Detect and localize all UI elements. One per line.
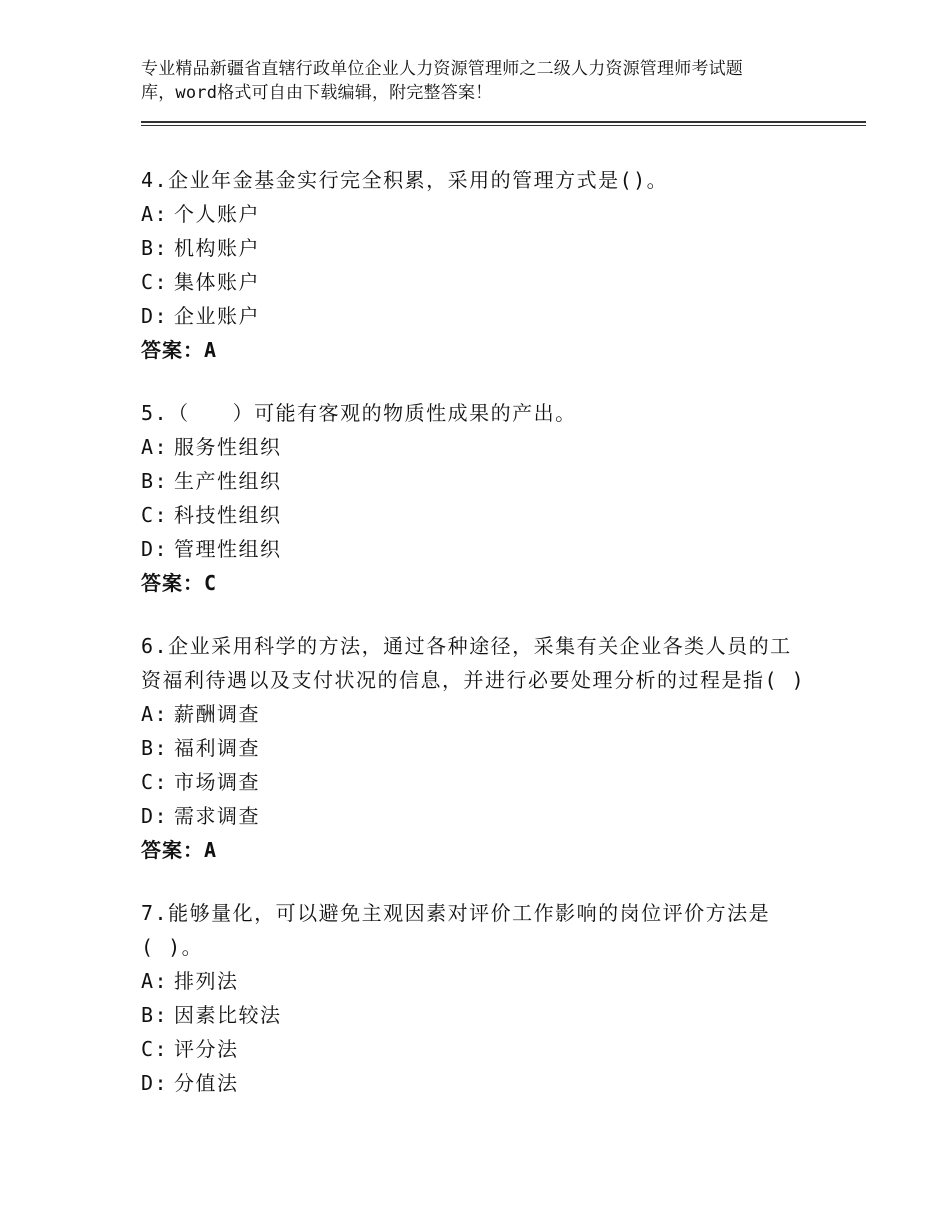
option-letter: A:: [141, 202, 169, 226]
question-stem: [141, 163, 841, 197]
option-letter: D:: [141, 1071, 169, 1095]
option-letter: B:: [141, 236, 169, 260]
option-text: 集体账户: [174, 270, 260, 294]
option-d: [141, 532, 841, 566]
question-block: [141, 163, 841, 367]
option-a: [141, 697, 841, 731]
option-b: [141, 231, 841, 265]
header-line-1: 专业精品新疆省直辖行政单位企业人力资源管理师之二级人力资源管理师考试题: [141, 59, 743, 79]
question-stem-line: 6.企业采用科学的方法，通过各种途径，采集有关企业各类人员的工: [141, 634, 792, 658]
option-letter: B:: [141, 736, 169, 760]
option-letter: C:: [141, 503, 169, 527]
option-text: 因素比较法: [174, 1003, 282, 1027]
option-letter: B:: [141, 469, 169, 493]
question-stem-line: 7.能够量化，可以避免主观因素对评价工作影响的岗位评价方法是: [141, 901, 771, 925]
option-c: [141, 765, 841, 799]
header-divider-thin: [141, 125, 866, 126]
option-text: 排列法: [174, 969, 239, 993]
question-stem-line: 资福利待遇以及支付状况的信息，并进行必要处理分析的过程是指( ): [141, 668, 806, 692]
option-b: [141, 998, 841, 1032]
option-a: [141, 197, 841, 231]
document-header: [141, 57, 831, 105]
option-b: [141, 731, 841, 765]
option-text: 市场调查: [174, 770, 260, 794]
option-text: 服务性组织: [174, 435, 282, 459]
option-c: [141, 1032, 841, 1066]
question-stem-line: 4.企业年金基金实行完全积累，采用的管理方式是()。: [141, 168, 669, 192]
answer-line: 答案：A: [141, 838, 218, 862]
option-text: 管理性组织: [174, 537, 282, 561]
option-text: 个人账户: [174, 202, 260, 226]
option-a: [141, 964, 841, 998]
option-letter: D:: [141, 537, 169, 561]
option-letter: A:: [141, 969, 169, 993]
question-stem: [141, 396, 841, 430]
header-line-2: 库，word格式可自由下载编辑，附完整答案！: [141, 83, 493, 103]
option-letter: C:: [141, 1037, 169, 1061]
option-c: [141, 265, 841, 299]
question-stem: [141, 896, 841, 964]
question-block: [141, 896, 841, 1100]
option-c: [141, 498, 841, 532]
option-letter: C:: [141, 270, 169, 294]
question-block: [141, 629, 841, 867]
option-text: 薪酬调查: [174, 702, 260, 726]
option-d: [141, 1066, 841, 1100]
option-text: 需求调查: [174, 804, 260, 828]
question-stem-line: 5.（ ）可能有客观的物质性成果的产出。: [141, 401, 577, 425]
option-letter: B:: [141, 1003, 169, 1027]
option-text: 分值法: [174, 1071, 239, 1095]
option-letter: D:: [141, 304, 169, 328]
option-d: [141, 299, 841, 333]
question-stem-line: ( )。: [141, 935, 204, 959]
option-d: [141, 799, 841, 833]
option-letter: A:: [141, 702, 169, 726]
option-text: 科技性组织: [174, 503, 282, 527]
option-letter: D:: [141, 804, 169, 828]
answer-line: 答案：A: [141, 338, 218, 362]
answer-line: 答案：C: [141, 571, 218, 595]
header-divider-thick: [141, 121, 866, 123]
option-b: [141, 464, 841, 498]
question-list: [141, 163, 841, 1129]
option-text: 生产性组织: [174, 469, 282, 493]
option-a: [141, 430, 841, 464]
option-text: 评分法: [174, 1037, 239, 1061]
option-text: 企业账户: [174, 304, 260, 328]
question-stem: [141, 629, 841, 697]
question-block: [141, 396, 841, 600]
option-text: 机构账户: [174, 236, 260, 260]
option-text: 福利调查: [174, 736, 260, 760]
option-letter: A:: [141, 435, 169, 459]
option-letter: C:: [141, 770, 169, 794]
